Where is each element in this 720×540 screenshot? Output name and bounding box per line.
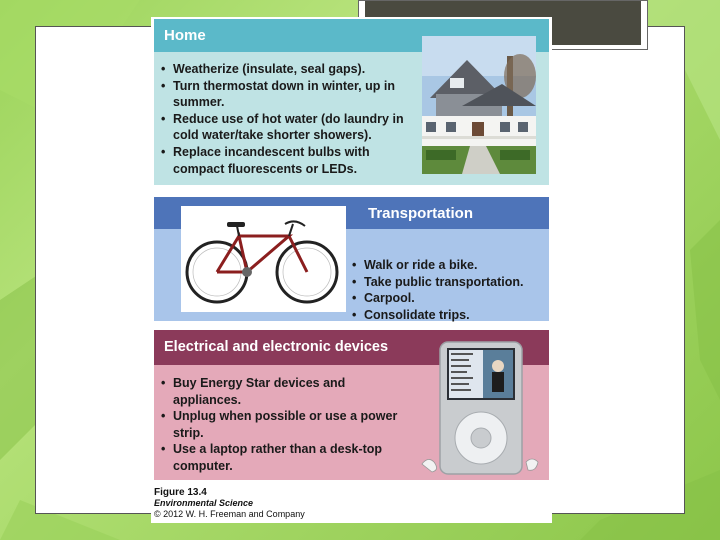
list-item: • Consolidate trips. bbox=[352, 307, 547, 324]
figure-label: Figure 13.4 bbox=[154, 487, 207, 498]
transportation-tips-list bbox=[352, 257, 547, 323]
list-item: • Use a laptop rather than a desk-top computer. bbox=[161, 441, 401, 474]
list-item: • Walk or ride a bike. bbox=[352, 257, 547, 274]
copyright: © 2012 W. H. Freeman and Company bbox=[154, 509, 305, 519]
transportation-title: Transportation bbox=[368, 205, 474, 222]
list-item: • Unplug when possible or use a power strip. bbox=[161, 408, 401, 441]
list-item: • Buy Energy Star devices and appliances. bbox=[161, 375, 401, 408]
home-panel bbox=[154, 19, 549, 185]
bicycle-photo bbox=[181, 206, 346, 312]
transportation-panel bbox=[154, 197, 549, 321]
list-item: • Reduce use of hot water (do laundry in cold water/take shorter showers). bbox=[161, 111, 406, 144]
list-item: • Carpool. bbox=[352, 290, 547, 307]
book-title: Environmental Science bbox=[154, 498, 254, 508]
figure-13-4 bbox=[151, 17, 552, 523]
list-item: • Take public transportation. bbox=[352, 274, 547, 291]
home-tips-list bbox=[161, 61, 406, 177]
electrical-panel bbox=[154, 330, 549, 480]
list-item: • Weatherize (insulate, seal gaps). bbox=[161, 61, 406, 78]
figure-caption bbox=[154, 487, 305, 520]
ipod-photo bbox=[420, 338, 541, 478]
house-photo bbox=[422, 36, 536, 174]
list-item: • Turn thermostat down in winter, up in summer. bbox=[161, 78, 406, 111]
list-item: • Replace incandescent bulbs with compact fluorescents or LEDs. bbox=[161, 144, 406, 177]
electrical-title: Electrical and electronic devices bbox=[164, 339, 389, 355]
home-title: Home bbox=[164, 27, 206, 44]
electrical-tips-list bbox=[161, 375, 401, 475]
